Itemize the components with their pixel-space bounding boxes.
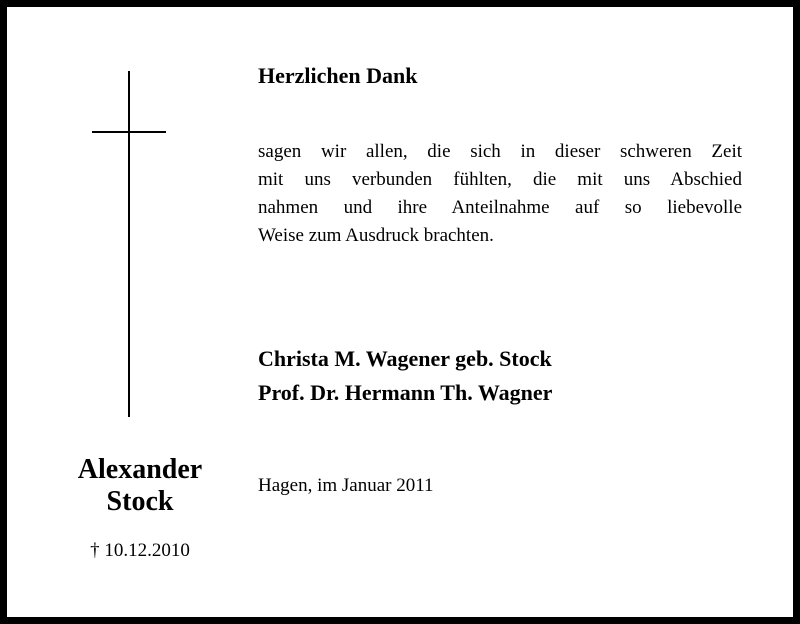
notice-body-line: sagen wir allen, die sich in dieser schweren Zeit — [258, 141, 742, 162]
signatory-name: Prof. Dr. Hermann Th. Wagner — [258, 380, 553, 405]
signatories — [258, 342, 552, 410]
cross-icon-horizontal-bar — [92, 131, 166, 133]
notice-body — [258, 138, 742, 250]
deceased-last-name: Stock — [106, 486, 174, 517]
deceased-name — [40, 454, 240, 518]
deceased-first-name: Alexander — [77, 454, 203, 485]
cross-icon-vertical-bar — [128, 71, 130, 417]
place-and-date: Hagen, im Januar 2011 — [258, 475, 434, 496]
death-date: † 10.12.2010 — [90, 540, 190, 561]
notice-body-line: nahmen und ihre Anteilnahme auf so liebevolle — [258, 197, 742, 218]
notice-body-line: Weise zum Ausdruck brachten. — [258, 225, 494, 246]
notice-body-line: mit uns verbunden fühlten, die mit uns Abschied — [258, 169, 742, 190]
notice-heading: Herzlichen Dank — [258, 63, 418, 88]
signatory-name: Christa M. Wagener geb. Stock — [258, 346, 552, 371]
